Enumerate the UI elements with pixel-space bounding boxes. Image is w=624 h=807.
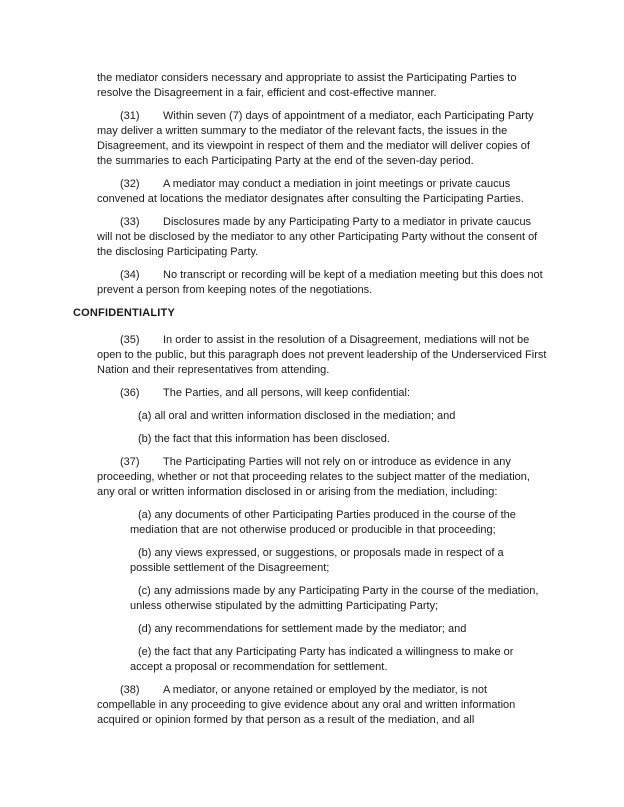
subitem-37-b: (b) any views expressed, or suggestions, or proposals made in respect of a possible settlement of the Disagreement; bbox=[130, 547, 504, 574]
paragraph-number: (33) bbox=[120, 216, 140, 228]
subitem-37-d: (d) any recommendations for settlement made by the mediator; and bbox=[138, 623, 467, 635]
subitem-37-a: (a) any documents of other Participating Parties produced in the course of the mediation that are not otherwise produced or producible in that proceeding; bbox=[130, 509, 516, 536]
subitem-37-e: (e) the fact that any Participating Party has indicated a willingness to make or accept a proposal or recommendation for settlement. bbox=[130, 646, 514, 673]
paragraph-text: The Parties, and all persons, will keep confidential: bbox=[163, 387, 411, 399]
paragraph-number: (32) bbox=[120, 178, 140, 190]
paragraph-number: (35) bbox=[120, 334, 140, 346]
section-heading-confidentiality: CONFIDENTIALITY bbox=[73, 307, 175, 319]
paragraph-number: (38) bbox=[120, 684, 140, 696]
paragraph-text: Within seven (7) days of appointment of a mediator, each Participating Party may deliver a written summary to the mediator of the relevant facts, the issues in the Disagreement, and its viewpoint in respect of them and the mediator will deliver copies of the summaries to each Participating Party at the end of the seven-day period. bbox=[97, 110, 534, 167]
paragraph-text: In order to assist in the resolution of a Disagreement, mediations will not be open to the public, but this paragraph does not prevent leadership of the Underserviced First Nation and their representatives from attending. bbox=[97, 334, 547, 376]
subitem-36-b: (b) the fact that this information has been disclosed. bbox=[138, 433, 390, 445]
subitem-36-a: (a) all oral and written information disclosed in the mediation; and bbox=[138, 410, 456, 422]
paragraph-text: A mediator may conduct a mediation in joint meetings or private caucus convened at locations the mediator designates after consulting the Participating Parties. bbox=[97, 178, 524, 205]
paragraph-text: Disclosures made by any Participating Party to a mediator in private caucus will not be disclosed by the mediator to any other Participating Party without the consent of the disclosing Participating Party. bbox=[97, 216, 538, 258]
paragraph-number: (34) bbox=[120, 269, 140, 281]
paragraph-34 bbox=[97, 268, 547, 298]
paragraph-33 bbox=[97, 215, 547, 260]
paragraph-text: No transcript or recording will be kept of a mediation meeting but this does not prevent a person from keeping notes of the negotiations. bbox=[97, 269, 543, 296]
paragraph-text: The Participating Parties will not rely on or introduce as evidence in any proceeding, whether or not that proceeding relates to the subject matter of the mediation, any oral or written information disclosed in or arising from the mediation, including: bbox=[97, 456, 530, 498]
paragraph-text: A mediator, or anyone retained or employed by the mediator, is not compellable in any proceeding to give evidence about any oral and written information acquired or opinion formed by that person as a result of the mediation, and all bbox=[97, 684, 516, 726]
paragraph-31 bbox=[97, 109, 547, 169]
paragraph-number: (36) bbox=[120, 387, 140, 399]
paragraph-number: (37) bbox=[120, 456, 140, 468]
paragraph-37 bbox=[97, 455, 547, 500]
paragraph-32 bbox=[97, 177, 547, 207]
paragraph-36 bbox=[97, 386, 547, 401]
paragraph-number: (31) bbox=[120, 110, 140, 122]
intro-paragraph-continuation: the mediator considers necessary and appropriate to assist the Participating Parties to resolve the Disagreement in a fair, efficient and cost-effective manner. bbox=[97, 72, 517, 99]
paragraph-38 bbox=[97, 683, 547, 728]
paragraph-35 bbox=[97, 333, 547, 378]
subitem-37-c: (c) any admissions made by any Participating Party in the course of the mediation, unless otherwise stipulated by the admitting Participating Party; bbox=[130, 585, 539, 612]
